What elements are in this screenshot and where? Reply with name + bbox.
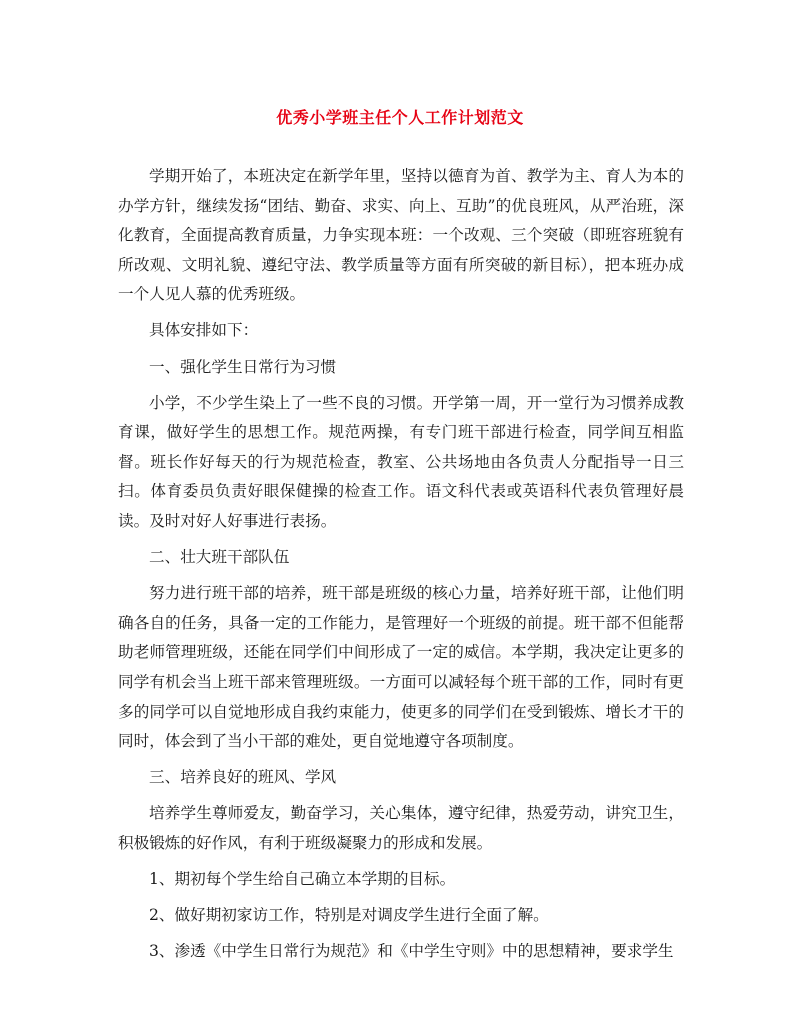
document-body [118,162,684,973]
list-item-1: 1、期初每个学生给自己确立本学期的目标。 [149,870,456,889]
arrangement-heading: 具体安排如下： [149,321,259,340]
section-heading-3: 三、培养良好的班风、学风 [149,768,337,787]
section-heading-2: 二、壮大班干部队伍 [149,548,290,567]
list-item-3: 3、渗透《中学生日常行为规范》和《中学生守则》中的思想精神，要求学生 [149,942,674,961]
intro-paragraph: 学期开始了，本班决定在新学年里，坚持以德育为首、教学为主、育人为本的办学方针，继续发扬“团结、勤奋、求实、向上、互助”的优良班风，从严治班，深化教育，全面提高教育质量，力争实现本班：一个改观、三个突破（即班容班貌有所改观、文明礼貌、遵纪守法、教学质量等方面有所突破的新目标），把本班办成一个人见人慕的优秀班级。 [118,167,684,304]
document-title: 优秀小学班主任个人工作计划范文 [276,108,524,127]
section-2-paragraph: 努力进行班干部的培养，班干部是班级的核心力量，培养好班干部，让他们明确各自的任务，具备一定的工作能力，是管理好一个班级的前提。班干部不但能帮助老师管理班级，还能在同学们中间形成了一定的威信。本学期，我决定让更多的同学有机会当上班干部来管理班级。一方面可以减轻每个班干部的工作，同时有更多的同学可以自觉地形成自我约束能力，使更多的同学们在受到锻炼、增长才干的同时，体会到了当小干部的难处，更自觉地遵守各项制度。 [118,584,684,751]
list-item-2: 2、做好期初家访工作，特别是对调皮学生进行全面了解。 [149,906,549,925]
section-heading-1: 一、强化学生日常行为习惯 [149,357,337,376]
section-1-paragraph: 小学，不少学生染上了一些不良的习惯。开学第一周，开一堂行为习惯养成教育课，做好学生的思想工作。规范两操，有专门班干部进行检查，同学间互相监督。班长作好每天的行为规范检查，教室、公共场地由各负责人分配指导一日三扫。体育委员负责好眼保健操的检查工作。语文科代表或英语科代表负管理好晨读。及时对好人好事进行表扬。 [118,393,684,531]
section-3-paragraph: 培养学生尊师爱友，勤奋学习，关心集体，遵守纪律，热爱劳动，讲究卫生，积极锻炼的好作风，有利于班级凝聚力的形成和发展。 [118,804,684,852]
